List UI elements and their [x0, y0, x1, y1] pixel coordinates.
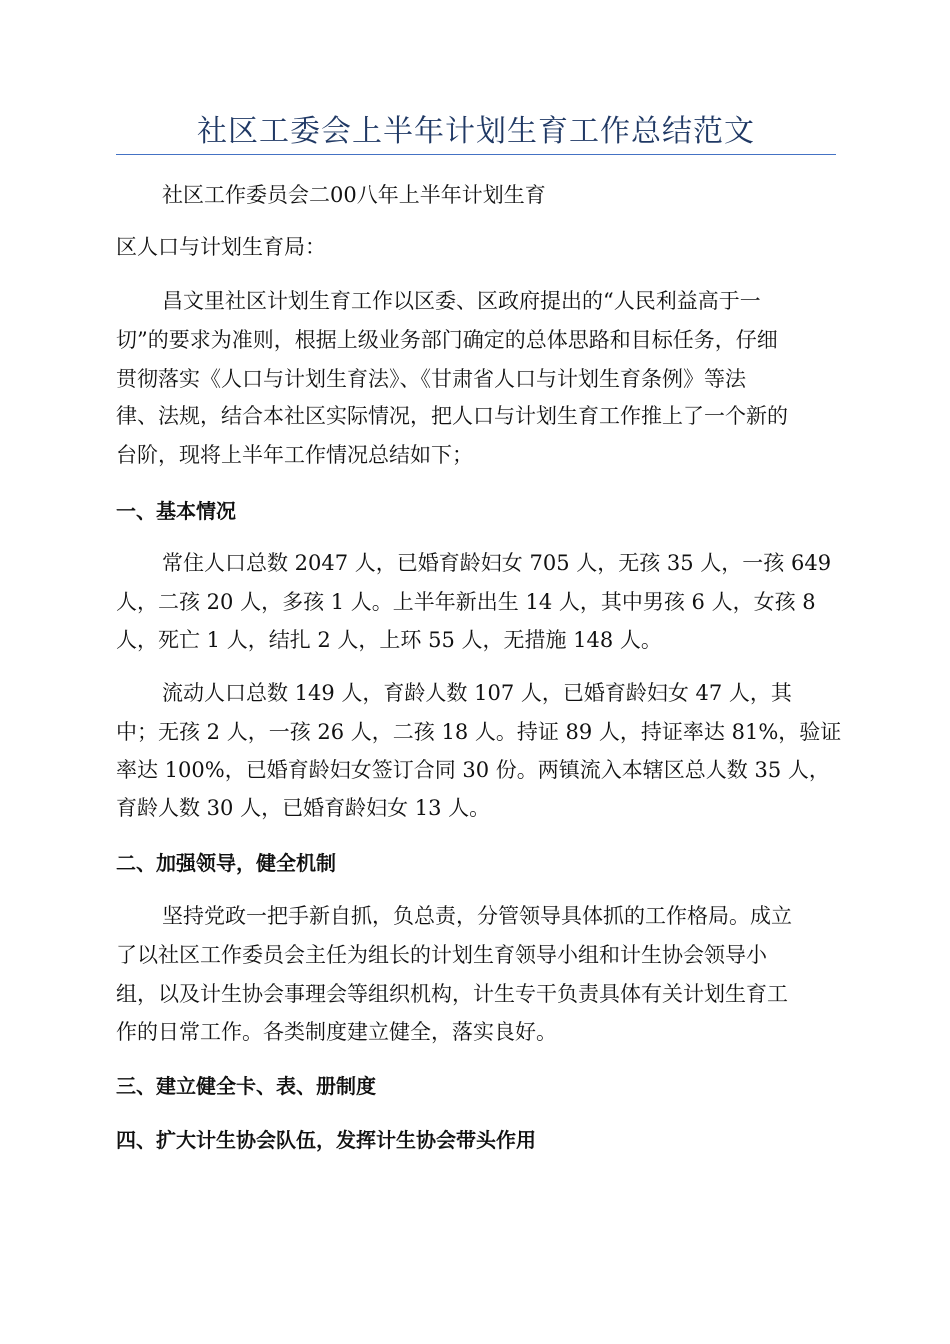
paragraph-line: 作的日常工作。各类制度建立健全，落实良好。 [116, 1020, 557, 1044]
section-heading: 一、基本情况 [116, 499, 236, 523]
section-heading: 三、建立健全卡、表、册制度 [116, 1074, 376, 1098]
title-underline [116, 154, 836, 155]
intro-line: 切”的要求为准则，根据上级业务部门确定的总体思路和目标任务，仔细 [116, 328, 778, 352]
recipient-line: 区人口与计划生育局： [116, 235, 326, 259]
section-heading: 四、扩大计生协会队伍，发挥计生协会带头作用 [116, 1128, 536, 1152]
intro-line: 律、法规，结合本社区实际情况，把人口与计划生育工作推上了一个新的 [116, 404, 788, 428]
intro-line: 台阶，现将上半年工作情况总结如下； [116, 443, 473, 467]
paragraph-line: 率达 100%，已婚育龄妇女签订合同 30 份。两镇流入本辖区总人数 35 人， [116, 758, 830, 782]
document-title: 社区工委会上半年计划生育工作总结范文 [197, 114, 755, 149]
section-heading: 二、加强领导，健全机制 [116, 851, 336, 875]
intro-line: 贯彻落实《人口与计划生育法》、《甘肃省人口与计划生育条例》等法 [116, 367, 746, 391]
paragraph-line: 人，二孩 20 人，多孩 1 人。上半年新出生 14 人，其中男孩 6 人，女孩 8 [116, 590, 816, 614]
paragraph-line: 常住人口总数 2047 人，已婚育龄妇女 705 人，无孩 35 人，一孩 649 [162, 551, 832, 575]
paragraph-line: 了以社区工作委员会主任为组长的计划生育领导小组和计生协会领导小 [116, 943, 767, 967]
paragraph-line: 组，以及计生协会事理会等组织机构，计生专干负责具体有关计划生育工 [116, 982, 788, 1006]
paragraph-line: 流动人口总数 149 人，育龄人数 107 人，已婚育龄妇女 47 人，其 [162, 681, 792, 705]
paragraph-line: 中；无孩 2 人，一孩 26 人，二孩 18 人。持证 89 人，持证率达 81%，验证 [116, 720, 842, 744]
paragraph-line: 人，死亡 1 人，结扎 2 人，上环 55 人，无措施 148 人。 [116, 628, 662, 652]
paragraph-line: 育龄人数 30 人，已婚育龄妇女 13 人。 [116, 796, 491, 820]
document-subtitle: 社区工作委员会二00八年上半年计划生育 [162, 183, 546, 207]
paragraph-line: 坚持党政一把手新自抓，负总责，分管领导具体抓的工作格局。成立 [162, 904, 792, 928]
intro-line: 昌文里社区计划生育工作以区委、区政府提出的“人民利益高于一 [162, 289, 761, 313]
